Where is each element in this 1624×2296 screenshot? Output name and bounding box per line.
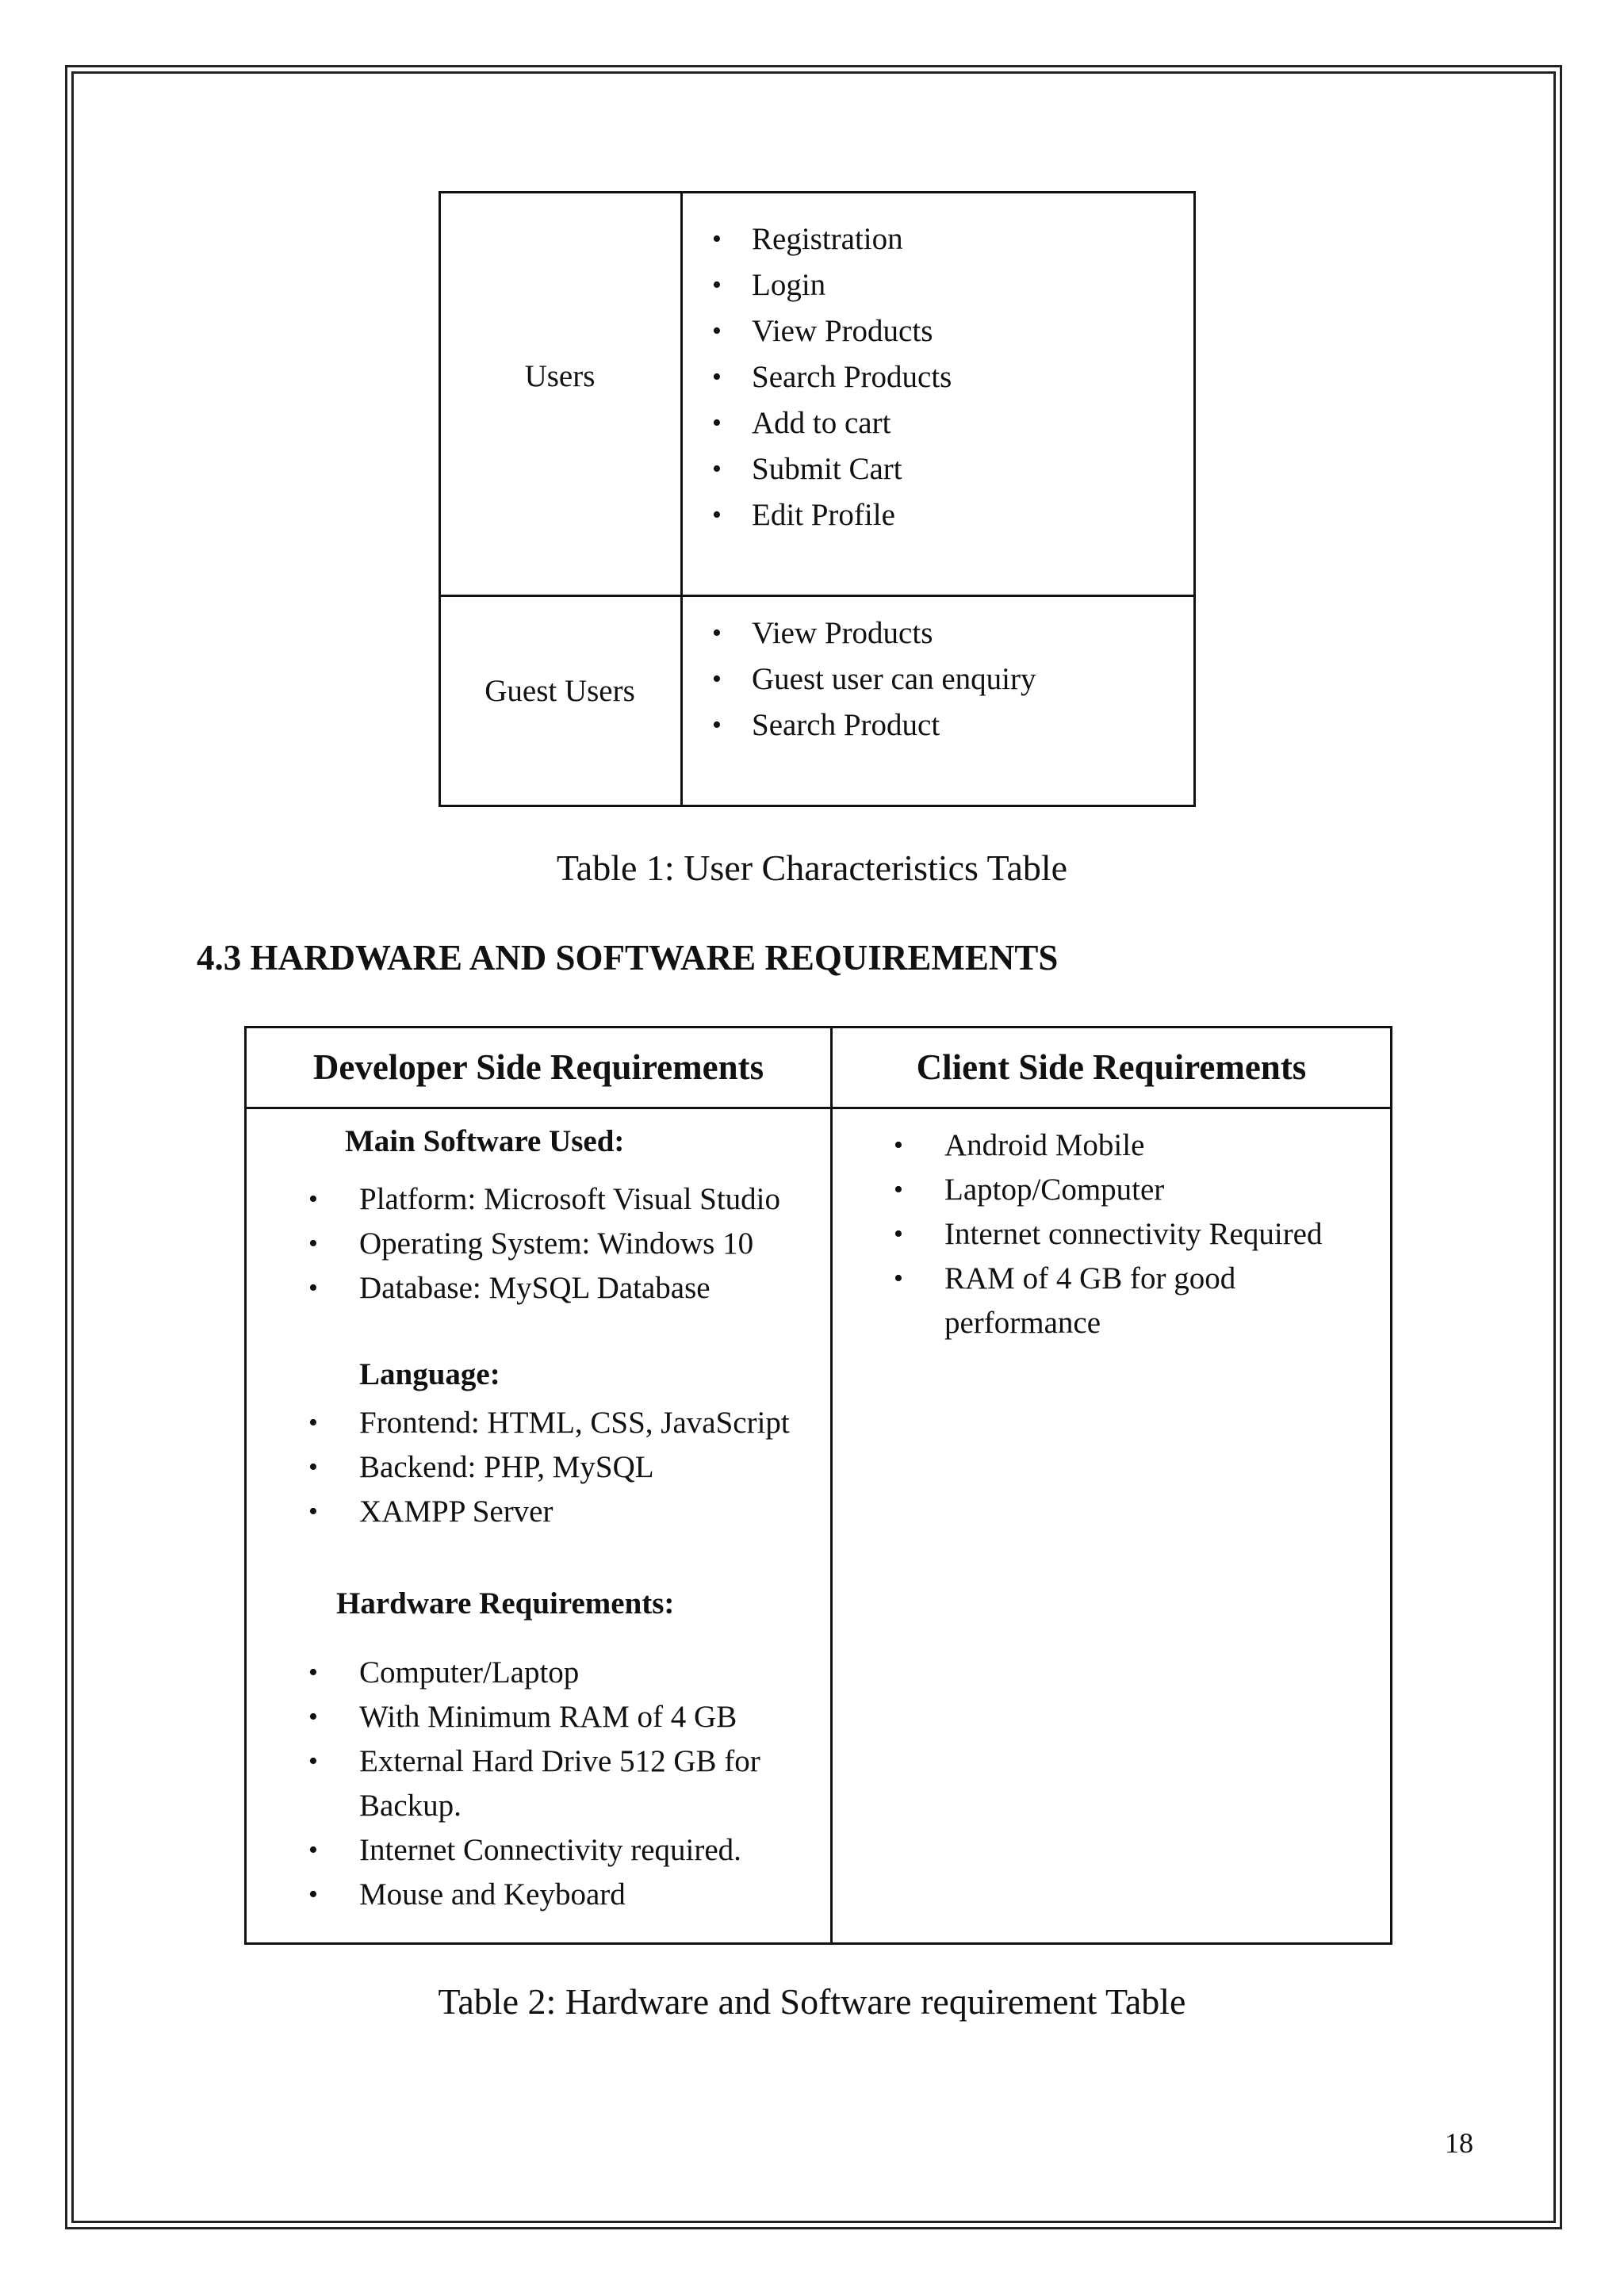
list-item: • RAM of 4 GB for good performance bbox=[894, 1257, 1357, 1345]
table2-caption: Table 2: Hardware and Software requirement Table bbox=[438, 1981, 1186, 2022]
language-title: Language: bbox=[359, 1357, 500, 1391]
users-feature-list bbox=[752, 216, 952, 538]
list-item: • Edit Profile bbox=[712, 492, 952, 538]
table1-caption: Table 1: User Characteristics Table bbox=[556, 848, 1068, 888]
list-item: • Internet connectivity Required bbox=[894, 1212, 1357, 1257]
table2-header-divider bbox=[247, 1107, 1390, 1109]
list-item: • Database: MySQL Database bbox=[308, 1266, 819, 1311]
language-list bbox=[359, 1401, 835, 1534]
list-item: • Internet Connectivity required. bbox=[308, 1828, 803, 1873]
role-guest-users: Guest Users bbox=[485, 674, 635, 708]
page-number: 18 bbox=[1445, 2127, 1473, 2159]
section-heading: 4.3 HARDWARE AND SOFTWARE REQUIREMENTS bbox=[197, 938, 1059, 978]
list-item: • View Products bbox=[712, 610, 1036, 656]
list-item: • Computer/Laptop bbox=[308, 1651, 803, 1695]
client-requirements-list bbox=[944, 1123, 1357, 1345]
list-item: • Search Product bbox=[712, 702, 1036, 748]
list-item: • Operating System: Windows 10 bbox=[308, 1222, 819, 1266]
list-item: • With Minimum RAM of 4 GB bbox=[308, 1695, 803, 1739]
list-item: • Frontend: HTML, CSS, JavaScript bbox=[308, 1401, 835, 1445]
list-item: • Login bbox=[712, 262, 952, 308]
list-item: • Laptop/Computer bbox=[894, 1168, 1357, 1212]
guest-users-feature-list bbox=[752, 610, 1036, 748]
list-item: • Search Products bbox=[712, 354, 952, 400]
table1-column-divider bbox=[680, 193, 683, 805]
list-item: • External Hard Drive 512 GB for Backup. bbox=[308, 1739, 803, 1828]
list-item: • XAMPP Server bbox=[308, 1490, 835, 1534]
list-item: • View Products bbox=[712, 308, 952, 354]
developer-requirements-header: Developer Side Requirements bbox=[312, 1047, 764, 1087]
hardware-requirements-title: Hardware Requirements: bbox=[336, 1586, 675, 1621]
list-item: • Mouse and Keyboard bbox=[308, 1873, 803, 1917]
list-item: • Platform: Microsoft Visual Studio bbox=[308, 1177, 819, 1222]
hardware-software-requirements-table bbox=[244, 1026, 1392, 1945]
list-item: • Guest user can enquiry bbox=[712, 656, 1036, 702]
role-users: Users bbox=[524, 359, 596, 393]
main-software-title: Main Software Used: bbox=[345, 1124, 625, 1158]
client-requirements-header: Client Side Requirements bbox=[916, 1047, 1307, 1087]
list-item: • Android Mobile bbox=[894, 1123, 1357, 1168]
hardware-list bbox=[359, 1651, 803, 1917]
list-item: • Registration bbox=[712, 216, 952, 262]
table1-row-divider bbox=[441, 595, 1193, 597]
list-item: • Backend: PHP, MySQL bbox=[308, 1445, 835, 1490]
list-item: • Submit Cart bbox=[712, 446, 952, 492]
software-list bbox=[359, 1177, 819, 1311]
list-item: • Add to cart bbox=[712, 400, 952, 446]
user-characteristics-table bbox=[439, 191, 1196, 807]
